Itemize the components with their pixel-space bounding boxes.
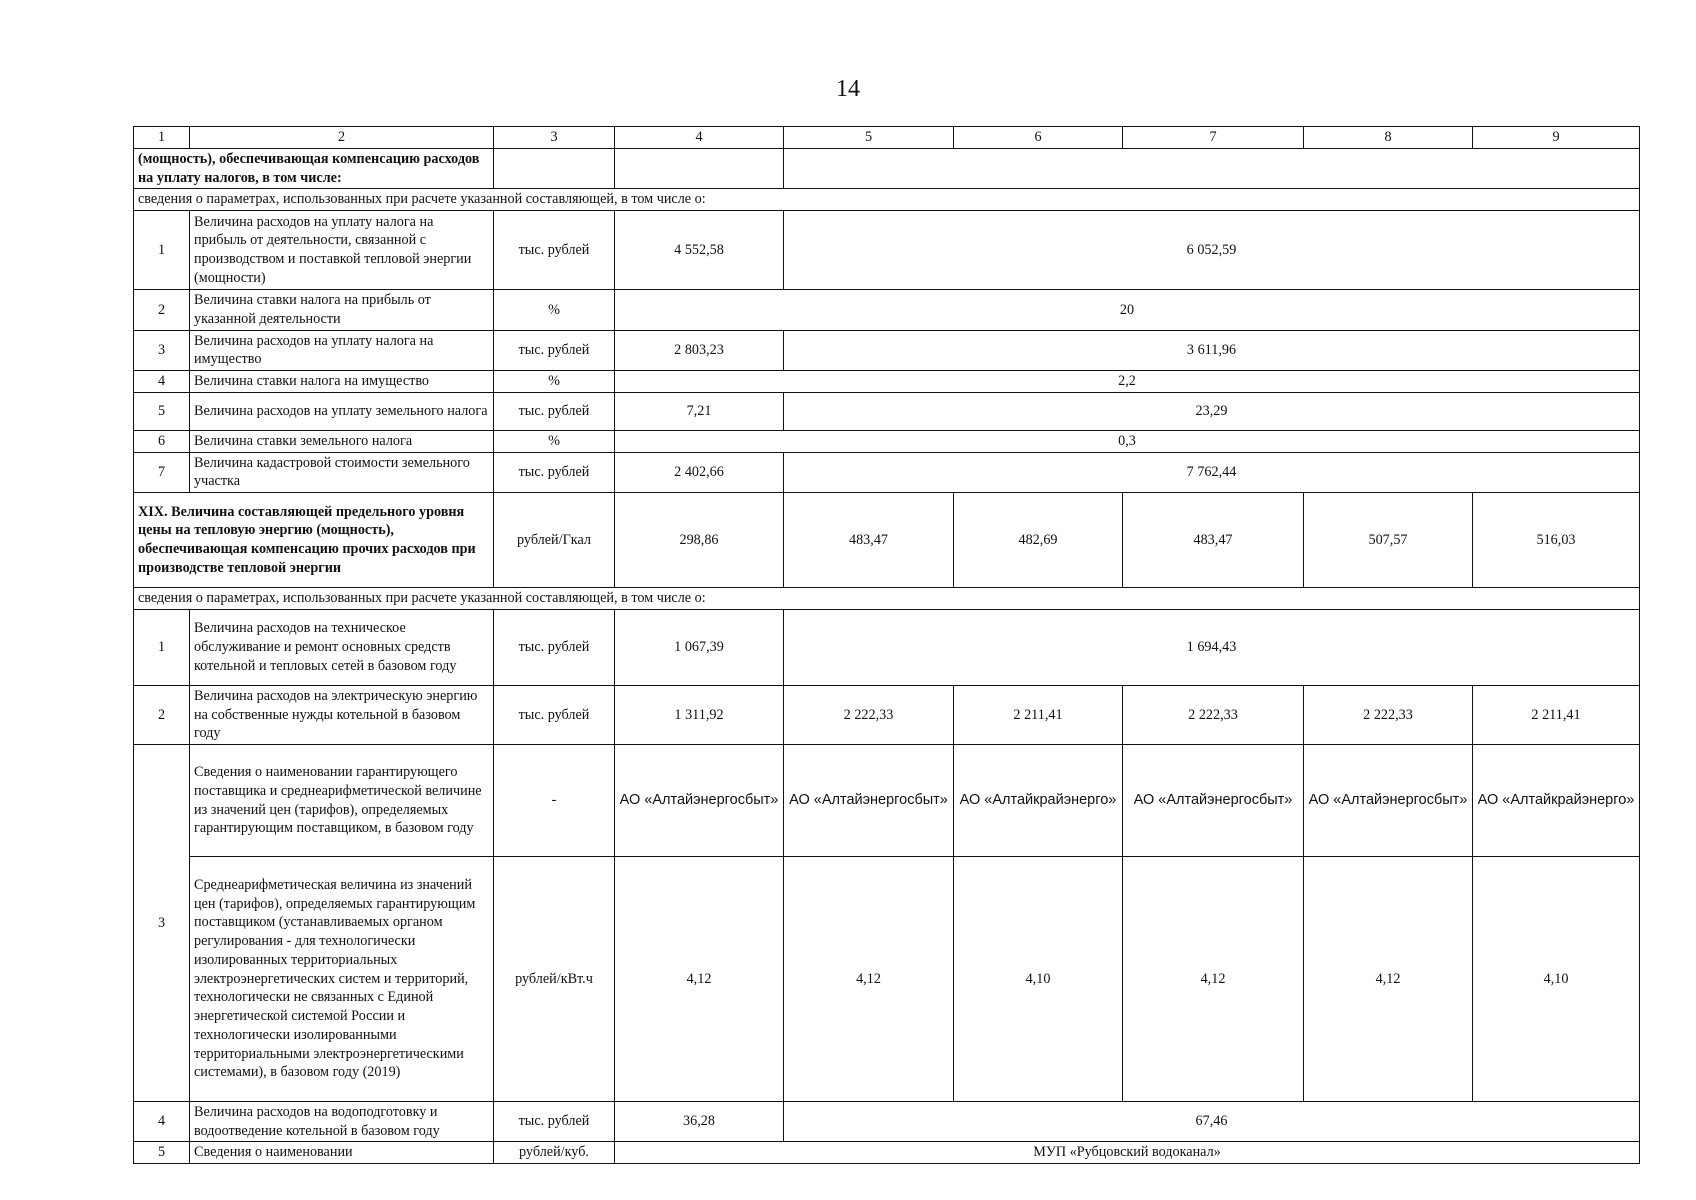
table-row: [134, 211, 1640, 290]
row-value-merged: МУП «Рубцовский водоканал»: [615, 1142, 1640, 1164]
row-unit: тыс. рублей: [494, 685, 615, 744]
supplier-name-col5: АО «Алтайэнергосбыт»: [784, 745, 954, 857]
supplier-name-col4: АО «Алтайэнергосбыт»: [615, 745, 784, 857]
table-row: [134, 1102, 1640, 1142]
row-label: Величина расходов на уплату налога на имущество: [190, 330, 494, 370]
row-value-merged: 3 611,96: [784, 330, 1640, 370]
row-value-col9: 4,10: [1473, 857, 1640, 1102]
row-value-col8: 4,12: [1304, 857, 1473, 1102]
row-unit: рублей/кВт.ч: [494, 857, 615, 1102]
row-label: Величина расходов на уплату налога на прибыль от деятельности, связанной с производством и поставкой тепловой энергии (мощности): [190, 211, 494, 290]
row-unit: рублей/Гкал: [494, 493, 615, 588]
row-value-col8: 507,57: [1304, 493, 1473, 588]
row-unit: %: [494, 290, 615, 330]
empty-cell: [494, 149, 615, 189]
supplier-name-col6: АО «Алтайкрайэнерго»: [954, 745, 1123, 857]
row-unit: тыс. рублей: [494, 452, 615, 492]
row-unit: тыс. рублей: [494, 392, 615, 430]
row-value-col7: 483,47: [1123, 493, 1304, 588]
row-value-col4: 36,28: [615, 1102, 784, 1142]
row-label: Величина ставки земельного налога: [190, 430, 494, 452]
continued-section-row: [134, 149, 1640, 189]
tariff-table: [133, 126, 1640, 1164]
page-number: 14: [836, 76, 860, 102]
col-header-7: 7: [1123, 127, 1304, 149]
row-value-col6: 482,69: [954, 493, 1123, 588]
row-value-merged: 7 762,44: [784, 452, 1640, 492]
row-value-col8: 2 222,33: [1304, 685, 1473, 744]
row-value-col4: 2 803,23: [615, 330, 784, 370]
column-number-row: [134, 127, 1640, 149]
row-value-col4: 7,21: [615, 392, 784, 430]
empty-cell: [615, 149, 784, 189]
row-number: 5: [134, 1142, 190, 1164]
row-unit: тыс. рублей: [494, 1102, 615, 1142]
table-row: [134, 392, 1640, 430]
row-unit: рублей/куб.: [494, 1142, 615, 1164]
row-unit: тыс. рублей: [494, 609, 615, 685]
row-value-col7: 2 222,33: [1123, 685, 1304, 744]
table-row: [134, 330, 1640, 370]
row-value-merged: 0,3: [615, 430, 1640, 452]
params-caption-row: [134, 588, 1640, 610]
row-value-col5: 2 222,33: [784, 685, 954, 744]
row-value-col6: 4,10: [954, 857, 1123, 1102]
row-unit: %: [494, 371, 615, 393]
col-header-1: 1: [134, 127, 190, 149]
row-label: Величина ставки налога на имущество: [190, 371, 494, 393]
row-value-col4: 298,86: [615, 493, 784, 588]
table-row: [134, 685, 1640, 744]
table-row: [134, 609, 1640, 685]
row-value-col4: 4 552,58: [615, 211, 784, 290]
row-number: 7: [134, 452, 190, 492]
row-value-col4: 1 067,39: [615, 609, 784, 685]
row-unit: -: [494, 745, 615, 857]
row-label: Величина ставки налога на прибыль от указанной деятельности: [190, 290, 494, 330]
col-header-6: 6: [954, 127, 1123, 149]
params-caption-row: [134, 189, 1640, 211]
row-number: 3: [134, 330, 190, 370]
section-xix-label: XIX. Величина составляющей предельного уровня цены на тепловую энергию (мощность), обеспечивающая компенсацию прочих расходов при производстве тепловой энергии: [134, 493, 494, 588]
table-row: [134, 430, 1640, 452]
row-number: 4: [134, 1102, 190, 1142]
table-row: [134, 371, 1640, 393]
col-header-9: 9: [1473, 127, 1640, 149]
row-label: Величина расходов на уплату земельного налога: [190, 392, 494, 430]
row-label: Среднеарифметическая величина из значений цен (тарифов), определяемых гарантирующим поставщиком (устанавливаемых органом регулирования - для технологически изолированных территориальных электроэнергетических систем и территорий, технологически не связанных с Единой энергетической системой России и технологически изолированными территориальными электроэнергетическими системами), в базовом году (2019): [190, 857, 494, 1102]
table-row: [134, 745, 1640, 857]
empty-cell: [784, 149, 1640, 189]
params-caption: сведения о параметрах, использованных при расчете указанной составляющей, в том числе о:: [134, 189, 1640, 211]
row-number: 3: [134, 745, 190, 1102]
row-value-merged: 67,46: [784, 1102, 1640, 1142]
continued-section-label: (мощность), обеспечивающая компенсацию расходов на уплату налогов, в том числе:: [134, 149, 494, 189]
row-value-col5: 4,12: [784, 857, 954, 1102]
row-unit: тыс. рублей: [494, 211, 615, 290]
row-value-merged: 1 694,43: [784, 609, 1640, 685]
row-value-col5: 483,47: [784, 493, 954, 588]
row-unit: %: [494, 430, 615, 452]
table-row: [134, 1142, 1640, 1164]
row-value-col6: 2 211,41: [954, 685, 1123, 744]
col-header-5: 5: [784, 127, 954, 149]
supplier-name-col8: АО «Алтайэнергосбыт»: [1304, 745, 1473, 857]
row-number: 1: [134, 211, 190, 290]
row-value-col4: 4,12: [615, 857, 784, 1102]
row-label: Величина расходов на электрическую энергию на собственные нужды котельной в базовом году: [190, 685, 494, 744]
row-value-col4: 1 311,92: [615, 685, 784, 744]
supplier-name-col7: АО «Алтайэнергосбыт»: [1123, 745, 1304, 857]
col-header-2: 2: [190, 127, 494, 149]
row-value-col4: 2 402,66: [615, 452, 784, 492]
col-header-8: 8: [1304, 127, 1473, 149]
row-number: 5: [134, 392, 190, 430]
row-label: Сведения о наименовании гарантирующего поставщика и среднеарифметической величине из значений цен (тарифов), определяемых гарантирующим поставщиком, в базовом году: [190, 745, 494, 857]
supplier-name-col9: АО «Алтайкрайэнерго»: [1473, 745, 1640, 857]
row-number: 2: [134, 290, 190, 330]
row-label: Величина расходов на техническое обслуживание и ремонт основных средств котельной и тепловых сетей в базовом году: [190, 609, 494, 685]
row-value-merged: 6 052,59: [784, 211, 1640, 290]
row-value-col9: 516,03: [1473, 493, 1640, 588]
table-row: [134, 857, 1640, 1102]
row-value-merged: 20: [615, 290, 1640, 330]
row-value-merged: 23,29: [784, 392, 1640, 430]
params-caption: сведения о параметрах, использованных при расчете указанной составляющей, в том числе о:: [134, 588, 1640, 610]
row-label: Величина кадастровой стоимости земельного участка: [190, 452, 494, 492]
row-unit: тыс. рублей: [494, 330, 615, 370]
table-row: [134, 290, 1640, 330]
row-label: Сведения о наименовании: [190, 1142, 494, 1164]
row-value-merged: 2,2: [615, 371, 1640, 393]
col-header-4: 4: [615, 127, 784, 149]
table-row: [134, 452, 1640, 492]
row-number: 1: [134, 609, 190, 685]
row-value-col9: 2 211,41: [1473, 685, 1640, 744]
section-xix-row: [134, 493, 1640, 588]
row-number: 4: [134, 371, 190, 393]
row-label: Величина расходов на водоподготовку и водоотведение котельной в базовом году: [190, 1102, 494, 1142]
row-value-col7: 4,12: [1123, 857, 1304, 1102]
col-header-3: 3: [494, 127, 615, 149]
row-number: 6: [134, 430, 190, 452]
row-number: 2: [134, 685, 190, 744]
